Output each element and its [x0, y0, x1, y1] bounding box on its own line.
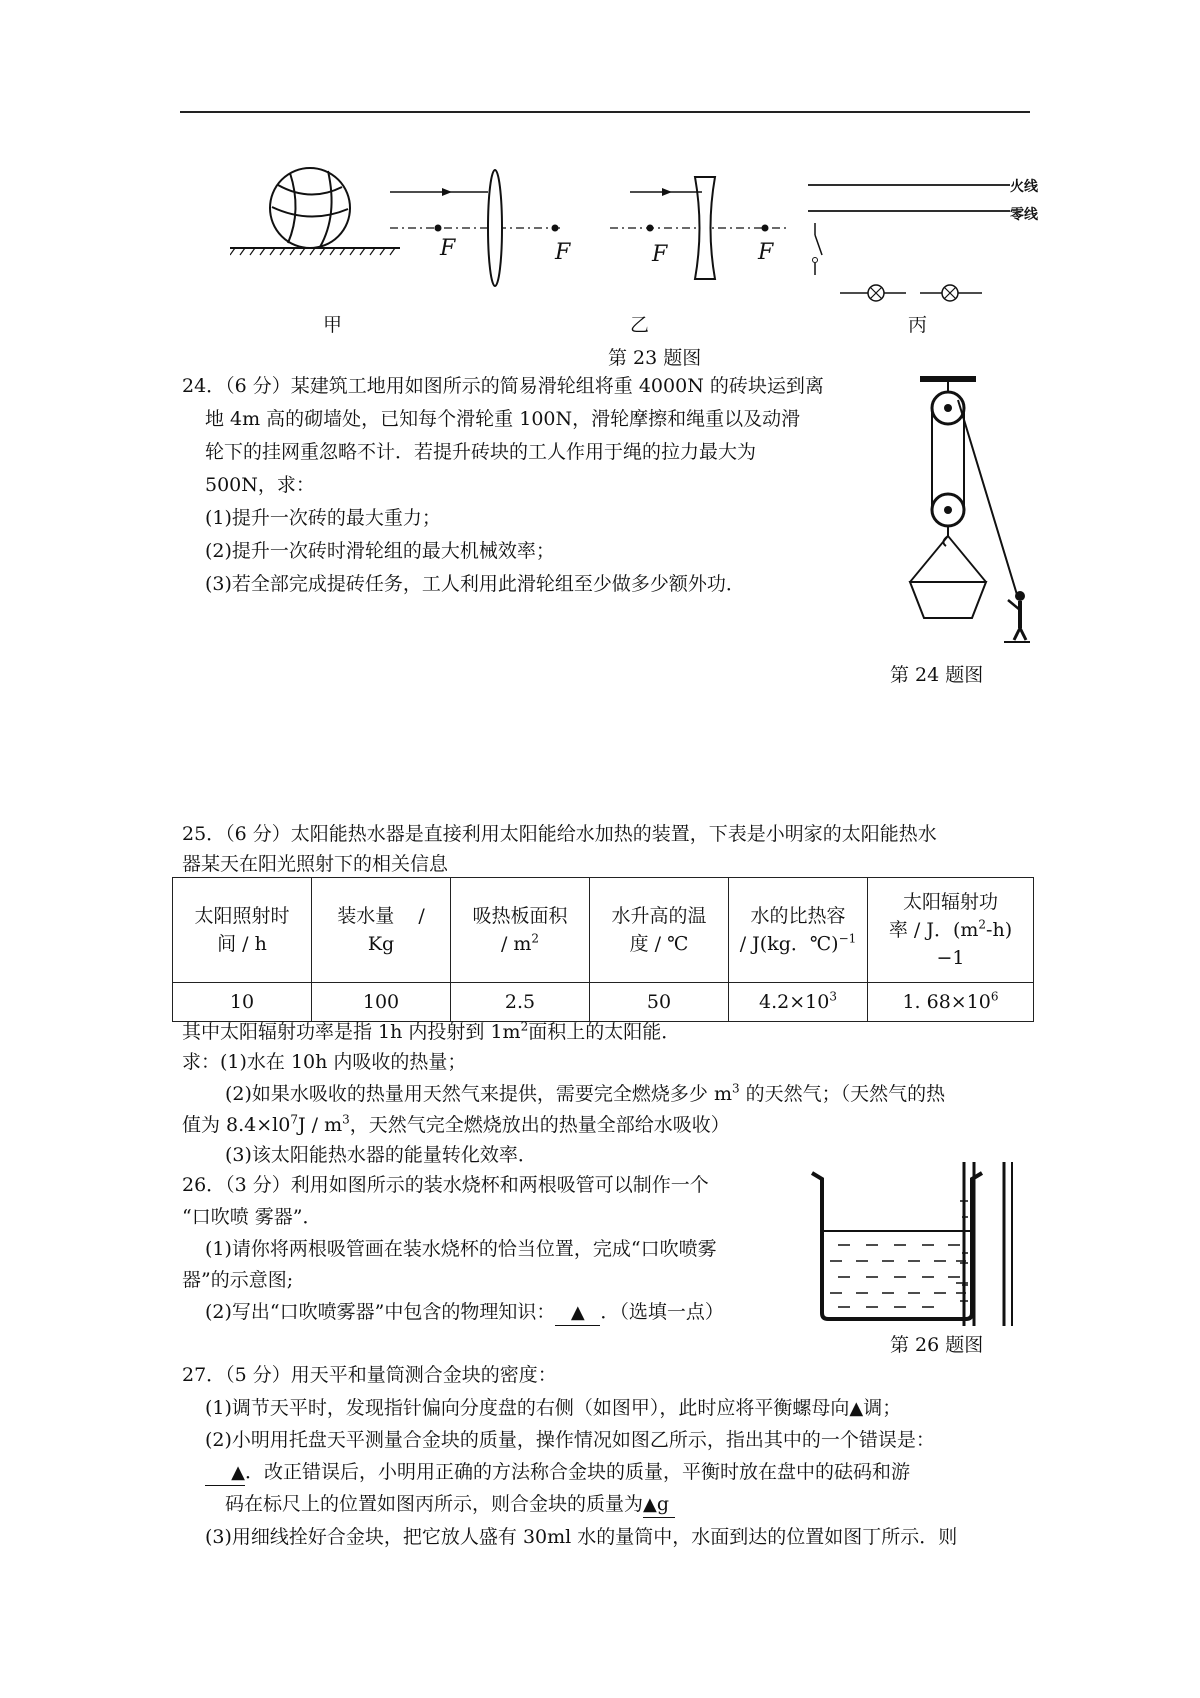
q26-line-4: 器”的示意图; — [182, 1269, 294, 1291]
value-cell-water-mass: 100 — [312, 983, 451, 1022]
ball-on-ground-diagram — [230, 168, 400, 255]
value-cell-temp-rise: 50 — [590, 983, 729, 1022]
q27-line-5: 码在标尺上的位置如图丙所示，则合金块的质量为▲g — [225, 1492, 675, 1518]
q24-line-5: (1)提升一次砖的最大重力； — [205, 507, 441, 529]
table-header-row — [173, 878, 1034, 983]
focus-label-1: F — [440, 236, 456, 261]
q26-line-5: (2)写出“口吹喷雾器”中包含的物理知识： ▲ ．（选填一点） — [205, 1300, 724, 1326]
label-bing: 丙 — [908, 314, 928, 336]
answer-mark-27c: ▲ — [643, 1494, 657, 1515]
header-cell-specific-heat: 水的比热容 / J(kg．℃)$^{-1}$ — [729, 878, 868, 983]
q25-intro-2: 器某天在阳光照射下的相关信息 — [182, 853, 449, 875]
q27-line-1: 27．（5 分）用天平和量筒测合金块的密度： — [182, 1364, 557, 1386]
live-wire-label: 火线 — [1010, 179, 1038, 195]
q24-line-3: 轮下的挂网重忽略不计．若提升砖块的工人作用于绳的拉力最大为 — [205, 441, 757, 463]
value-cell-panel-area: 2.5 — [451, 983, 590, 1022]
q24-line-7: (3)若全部完成提砖任务，工人利用此滑轮组至少做多少额外功． — [205, 573, 745, 595]
figure-23-caption: 第 23 题图 — [608, 347, 702, 369]
neutral-wire-label: 零线 — [1010, 207, 1038, 223]
label-yi: 乙 — [630, 314, 650, 336]
focus-label-4: F — [758, 240, 774, 265]
value-cell-radiation-power: 1. $68\times 10^6$ — [868, 983, 1034, 1022]
q26-line-1: 26．（3 分）利用如图所示的装水烧杯和两根吸管可以制作一个 — [182, 1174, 709, 1196]
header-cell-water-mass: 装水量 / Kg — [312, 878, 451, 983]
label-jia: 甲 — [323, 314, 343, 336]
q25-ask-3: (3)该太阳能热水器的能量转化效率． — [225, 1144, 537, 1166]
q25-intro-1: 25．（6 分）太阳能热水器是直接利用太阳能给水加热的装置，下表是小明家的太阳能热水 — [182, 823, 937, 845]
answer-mark-26: ▲ — [570, 1302, 585, 1323]
household-circuit-diagram — [808, 185, 1010, 301]
q25-ask-2: (2)如果水吸收的热量用天然气来提供，需要完全燃烧多少 $m^3$ 的天然气；（天然气的热 — [225, 1081, 946, 1105]
q26-line-2: “口吹喷 雾器”． — [182, 1206, 322, 1228]
header-cell-panel-area: 吸热板面积 / $m^2$ — [451, 878, 590, 983]
focus-label-3: F — [652, 242, 668, 267]
q25-note: 其中太阳辐射功率是指 1h 内投射到 $1m^2$面积上的太阳能． — [182, 1019, 681, 1043]
q24-line-2: 地 4m 高的砌墙处，已知每个滑轮重 100N，滑轮摩擦和绳重以及动滑 — [205, 408, 801, 430]
header-cell-radiation-power: 太阳辐射功 率 / J．$(m^2-h)$ −1 — [868, 878, 1034, 983]
header-rule — [180, 111, 1030, 113]
q24-line-4: 500N，求： — [205, 474, 315, 496]
q27-line-6: (3)用细线拴好合金块，把它放人盛有 30ml 水的量筒中，水面到达的位置如图丁所示．则 — [205, 1526, 958, 1548]
table-value-row — [173, 983, 1034, 1022]
figure-26-caption: 第 26 题图 — [890, 1334, 984, 1356]
two-straws-diagram — [950, 1160, 1020, 1330]
q26-line-3: (1)请你将两根吸管画在装水烧杯的恰当位置，完成“口吹喷雾 — [205, 1238, 717, 1260]
header-cell-time: 太阳照射时 间 / h — [173, 878, 312, 983]
value-cell-specific-heat: $4.2\times 10^3$ — [729, 983, 868, 1022]
solar-heater-table — [172, 877, 1034, 1022]
answer-mark-27a: ▲ — [849, 1398, 864, 1419]
value-cell-time: 10 — [173, 983, 312, 1022]
answer-mark-27b: ▲ — [231, 1462, 245, 1483]
figure-24-caption: 第 24 题图 — [890, 664, 984, 686]
q27-line-3: (2)小明用托盘天平测量合金块的质量，操作情况如图乙所示，指出其中的一个错误是： — [205, 1429, 935, 1451]
focus-label-2: F — [555, 240, 571, 265]
q25-ask-2-cont: 值为 $8.4\times l0^7J / m^3$，天然气完全燃烧放出的热量全部给水吸收） — [182, 1112, 730, 1136]
q24-line-6: (2)提升一次砖时滑轮组的最大机械效率； — [205, 540, 555, 562]
pulley-system-diagram — [880, 370, 1030, 645]
q27-line-2: (1)调节天平时，发现指针偏向分度盘的右侧（如图甲），此时应将平衡螺母向▲调； — [205, 1397, 902, 1419]
q24-line-1: 24．（6 分）某建筑工地用如图所示的简易滑轮组将重 4000N 的砖块运到离 — [182, 375, 824, 397]
convex-lens-diagram — [390, 170, 560, 286]
header-cell-temp-rise: 水升高的温 度 / ℃ — [590, 878, 729, 983]
figure-23-diagrams — [230, 155, 1060, 325]
q25-ask-1: 求：(1)水在 10h 内吸收的热量； — [182, 1051, 467, 1073]
q27-line-4: ▲．改正错误后，小明用正确的方法称合金块的质量，平衡时放在盘中的砝码和游 — [205, 1460, 910, 1486]
